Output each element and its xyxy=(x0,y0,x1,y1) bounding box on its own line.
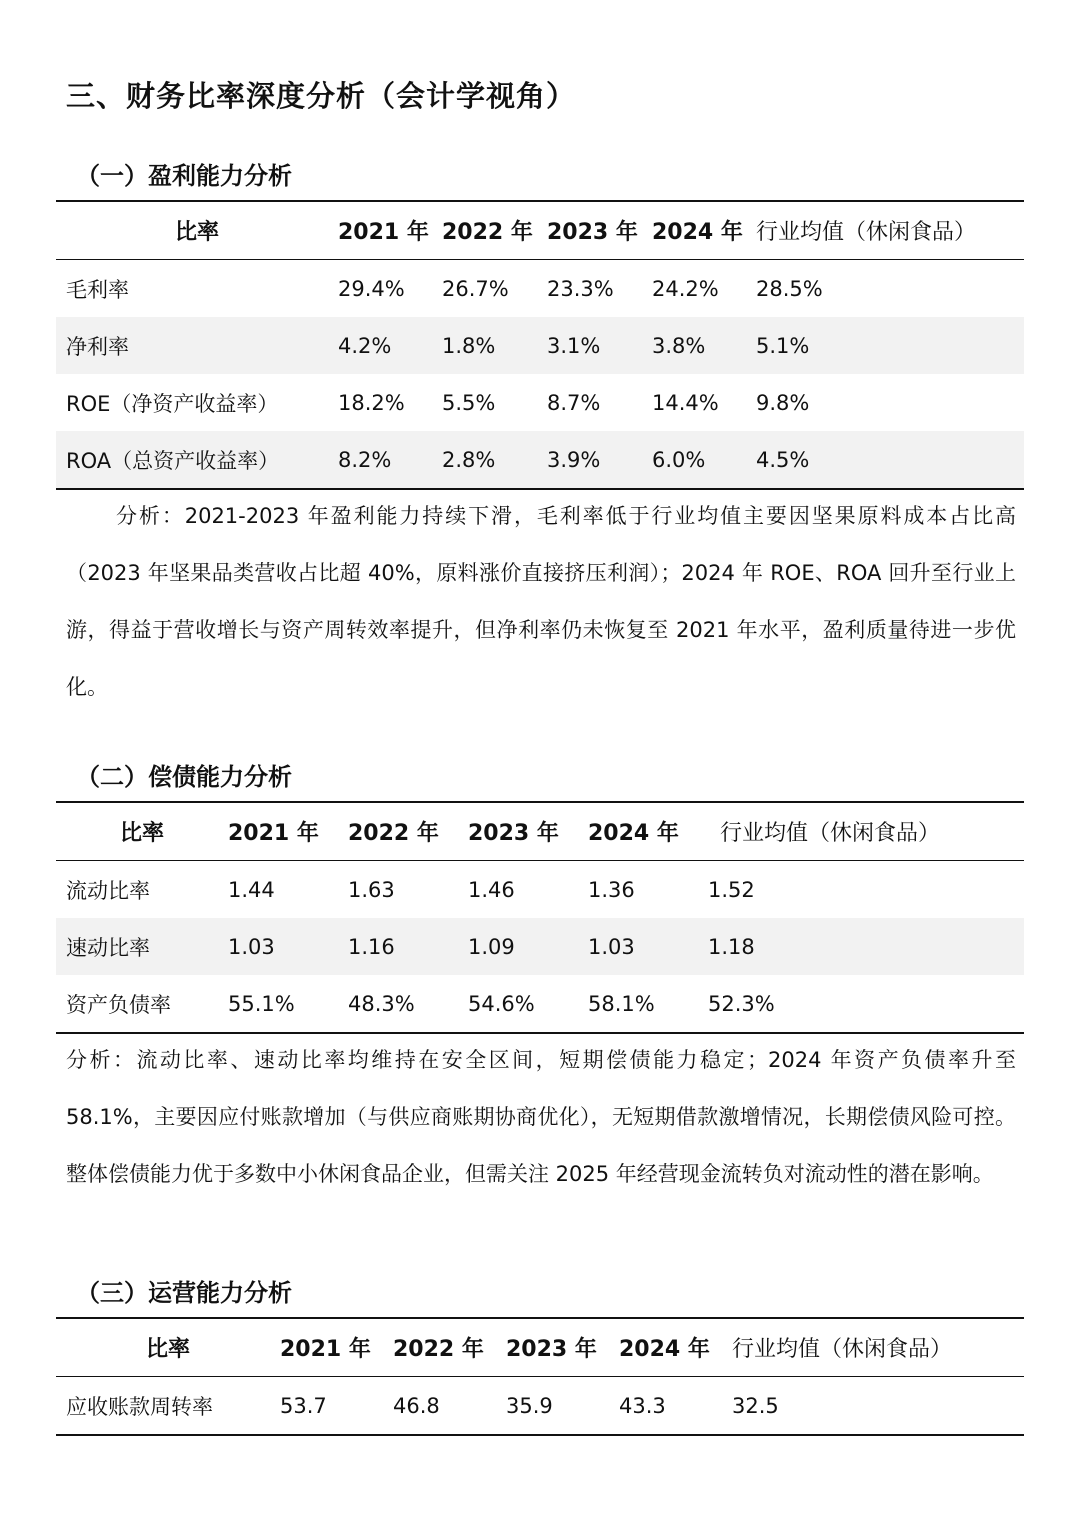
table-row xyxy=(56,431,1024,489)
table-row xyxy=(56,1377,1024,1436)
table-cell: 1.63 xyxy=(348,877,395,902)
table-row xyxy=(56,374,1024,431)
table-cell: 8.2% xyxy=(338,431,442,489)
column-header: 2021 年 xyxy=(228,802,348,861)
table-cell: 1.09 xyxy=(468,918,588,975)
column-header: 比率 xyxy=(56,1318,280,1377)
analysis-paragraph-profitability: 分析：2021-2023 年盈利能力持续下滑，毛利率低于行业均值主要因坚果原料成本占比高（2023 年坚果品类营收占比超 40%，原料涨价直接挤压利润）；2024 年 ROE、ROA 回升至行业上游，得益于营收增长与资产周转效率提升，但净利率仍未恢复至 2021 年水平，盈利质量待进一步优化。 xyxy=(66,504,1016,699)
table-cell: 32.5 xyxy=(732,1393,779,1418)
column-header: 行业均值（休闲食品） xyxy=(732,1318,1024,1377)
table-cell: 1.8% xyxy=(442,317,547,374)
table-cell: 8.7% xyxy=(547,390,601,415)
row-label: 资产负债率 xyxy=(66,992,171,1017)
table-cell: 9.8% xyxy=(756,390,810,415)
table-cell: 18.2% xyxy=(338,390,405,415)
column-header: 2023 年 xyxy=(506,1318,619,1377)
section-heading-operating: （三）运营能力分析 xyxy=(76,1279,292,1307)
table-cell: 1.03 xyxy=(228,918,348,975)
profitability-table xyxy=(56,200,1024,490)
table-cell: 29.4% xyxy=(338,276,405,301)
column-header: 2024 年 xyxy=(588,802,708,861)
column-header: 2022 年 xyxy=(348,802,468,861)
table-cell: 2.8% xyxy=(442,431,547,489)
table-cell: 54.6% xyxy=(468,991,535,1016)
row-label: 毛利率 xyxy=(66,277,129,302)
section-heading-solvency: （二）偿债能力分析 xyxy=(76,763,292,791)
table-cell: 52.3% xyxy=(708,991,775,1016)
row-label: 应收账款周转率 xyxy=(66,1394,213,1419)
table-cell: 55.1% xyxy=(228,991,295,1016)
column-header: 2024 年 xyxy=(652,201,756,260)
column-header: 2022 年 xyxy=(393,1318,506,1377)
table-header-row xyxy=(56,802,1024,861)
operating-table xyxy=(56,1317,1024,1436)
column-header: 2023 年 xyxy=(547,201,652,260)
table-cell: 43.3 xyxy=(619,1393,666,1418)
analysis-paragraph-solvency: 分析：流动比率、速动比率均维持在安全区间，短期偿债能力稳定；2024 年资产负债率升至 58.1%，主要因应付账款增加（与供应商账期协商优化），无短期借款激增情况，长期偿债风险可控。整体偿债能力优于多数中小休闲食品企业，但需关注 2025 年经营现金流转负对流动性的潜在影响。 xyxy=(66,1048,1016,1186)
table-cell: 1.18 xyxy=(708,918,1024,975)
table-cell: 3.8% xyxy=(652,317,756,374)
table-cell: 23.3% xyxy=(547,276,614,301)
table-row xyxy=(56,975,1024,1033)
column-header: 2024 年 xyxy=(619,1318,732,1377)
row-label: 净利率 xyxy=(56,317,338,374)
column-header: 比率 xyxy=(56,802,228,861)
row-label: ROA（总资产收益率） xyxy=(56,431,338,489)
column-header: 2021 年 xyxy=(280,1318,393,1377)
table-row xyxy=(56,861,1024,919)
row-label: 速动比率 xyxy=(56,918,228,975)
column-header: 2021 年 xyxy=(338,201,442,260)
table-cell: 35.9 xyxy=(506,1393,553,1418)
solvency-table xyxy=(56,801,1024,1034)
column-header: 2023 年 xyxy=(468,802,588,861)
column-header: 行业均值（休闲食品） xyxy=(708,802,1024,861)
table-cell: 28.5% xyxy=(756,276,823,301)
table-cell: 24.2% xyxy=(652,276,719,301)
table-cell: 14.4% xyxy=(652,390,719,415)
table-cell: 1.16 xyxy=(348,918,468,975)
table-cell: 1.36 xyxy=(588,877,635,902)
table-cell: 6.0% xyxy=(652,431,756,489)
section-heading-profitability: （一）盈利能力分析 xyxy=(76,162,292,190)
table-header-row xyxy=(56,1318,1024,1377)
table-cell: 4.2% xyxy=(338,317,442,374)
table-cell: 1.52 xyxy=(708,877,755,902)
row-label: ROE（净资产收益率） xyxy=(66,391,279,416)
table-cell: 5.5% xyxy=(442,390,496,415)
page-title: 三、财务比率深度分析（会计学视角） xyxy=(66,79,577,113)
table-cell: 3.1% xyxy=(547,317,652,374)
table-cell: 3.9% xyxy=(547,431,652,489)
table-cell: 46.8 xyxy=(393,1393,440,1418)
table-cell: 48.3% xyxy=(348,991,415,1016)
table-row xyxy=(56,260,1024,318)
table-cell: 53.7 xyxy=(280,1393,327,1418)
table-cell: 4.5% xyxy=(756,431,1024,489)
table-row xyxy=(56,317,1024,374)
table-cell: 1.44 xyxy=(228,877,275,902)
column-header: 2022 年 xyxy=(442,201,547,260)
table-cell: 58.1% xyxy=(588,991,655,1016)
column-header: 行业均值（休闲食品） xyxy=(756,201,1024,260)
table-cell: 1.46 xyxy=(468,877,515,902)
table-cell: 26.7% xyxy=(442,276,509,301)
table-header-row xyxy=(56,201,1024,260)
column-header: 比率 xyxy=(56,201,338,260)
table-cell: 5.1% xyxy=(756,317,1024,374)
table-cell: 1.03 xyxy=(588,918,708,975)
row-label: 流动比率 xyxy=(66,878,150,903)
table-row xyxy=(56,918,1024,975)
